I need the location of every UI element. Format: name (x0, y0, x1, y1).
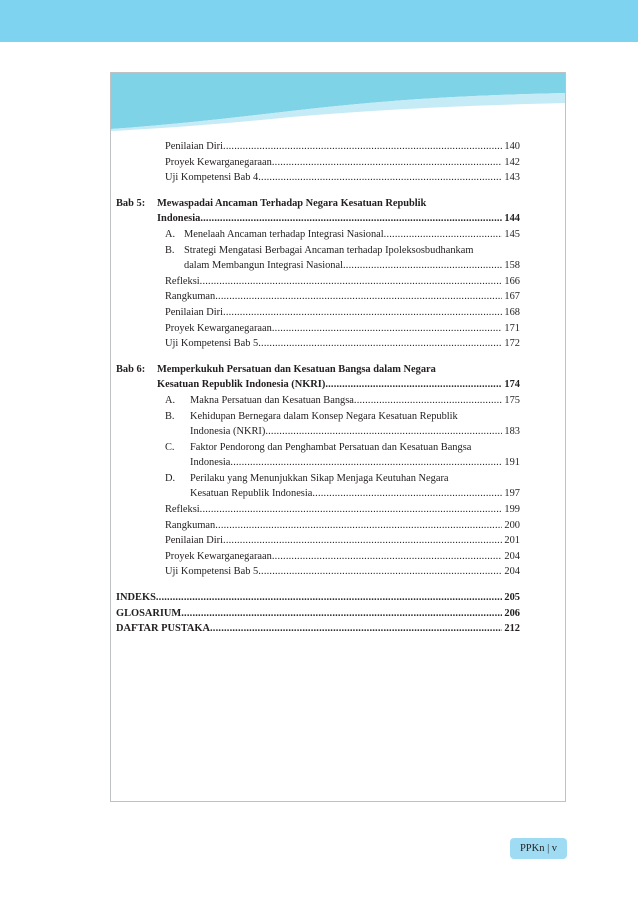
toc-entry-label: Faktor Pendorong dan Penghambat Persatuan dan Kesatuan Bangsa (190, 441, 472, 453)
toc-entry-label: Kehidupan Bernegara dalam Konsep Negara Kesatuan Republik (190, 410, 458, 422)
toc-entry-label: dalam Membangun Integrasi Nasional (184, 260, 343, 272)
toc-entry-label: Uji Kompetensi Bab 5 (165, 566, 259, 578)
chapter-title: Memperkukuh Persatuan dan Kesatuan Bangsa dalam Negara (157, 363, 436, 375)
toc-leader-dots (200, 502, 503, 518)
chapter-title-continued (116, 211, 520, 227)
toc-entry (116, 336, 520, 352)
toc-section (116, 393, 520, 409)
spacer (116, 186, 520, 196)
toc-entry-label: Indonesia (190, 457, 231, 469)
toc-page-number: 166 (504, 275, 520, 287)
table-of-contents (116, 139, 520, 637)
toc-entry-label: Makna Persatuan dan Kesatuan Bangsa (190, 394, 354, 406)
toc-entry-label: Uji Kompetensi Bab 4 (165, 172, 259, 184)
toc-entry-label: Indonesia (NKRI) (190, 426, 266, 438)
toc-page-number: 204 (504, 550, 520, 562)
toc-entry-label: INDEKS (116, 592, 156, 604)
toc-section-number: B. (165, 410, 175, 422)
toc-entry (116, 502, 520, 518)
toc-entry-label: Penilaian Diri (165, 141, 224, 152)
toc-section-continued (116, 258, 520, 274)
toc-leader-dots (210, 621, 502, 637)
toc-page-number: 167 (504, 291, 520, 303)
toc-leader-dots (223, 305, 502, 321)
toc-page-number: 206 (504, 607, 520, 619)
toc-leader-dots (200, 211, 502, 227)
chapter-title-continued (116, 377, 520, 393)
toc-entry-label: Kesatuan Republik Indonesia (190, 488, 313, 500)
toc-entry (116, 274, 520, 290)
toc-leader-dots (258, 564, 502, 580)
toc-entry (116, 533, 520, 549)
toc-section-continued (116, 424, 520, 440)
toc-leader-dots (343, 258, 502, 274)
toc-page-number: 143 (504, 172, 520, 184)
toc-section (116, 243, 520, 259)
toc-entry-label: Indonesia (157, 213, 201, 225)
toc-leader-dots (230, 455, 502, 471)
toc-entry-label: DAFTAR PUSTAKA (116, 623, 210, 635)
toc-leader-dots (354, 393, 503, 409)
toc-leader-dots (312, 486, 502, 502)
chapter-title: Mewaspadai Ancaman Terhadap Negara Kesatuan Republik (157, 197, 427, 209)
toc-page-number: 212 (504, 623, 520, 635)
toc-entry (116, 170, 520, 186)
toc-leader-dots (223, 533, 502, 549)
toc-entry-label: Menelaah Ancaman terhadap Integrasi Nasional (184, 228, 384, 240)
frame-header-decoration (111, 73, 565, 133)
chapter-number: Bab 5: (116, 197, 146, 209)
toc-leader-dots (258, 170, 502, 186)
toc-page-number: 175 (504, 394, 520, 406)
toc-entry-label: GLOSARIUM (116, 607, 182, 619)
toc-leader-dots (200, 274, 503, 290)
toc-back-matter-entry (116, 621, 520, 637)
toc-entry-label: Rangkuman (165, 291, 216, 303)
toc-leader-dots (215, 289, 502, 305)
toc-entry (116, 155, 520, 171)
toc-entry-label: Penilaian Diri (165, 306, 224, 318)
toc-page-number: 200 (504, 519, 520, 531)
toc-page-number: 145 (504, 228, 520, 240)
toc-leader-dots (272, 321, 503, 337)
toc-back-matter-entry (116, 590, 520, 606)
toc-leader-dots (384, 227, 503, 243)
toc-page-number: 142 (504, 156, 520, 168)
toc-section-number: A. (165, 228, 176, 240)
toc-section-continued (116, 455, 520, 471)
toc-page-number: 158 (504, 260, 520, 272)
toc-leader-dots (215, 518, 502, 534)
toc-page-number: 183 (504, 426, 520, 438)
toc-section (116, 227, 520, 243)
toc-entry-label: Perilaku yang Menunjukkan Sikap Menjaga Keutuhan Negara (190, 472, 449, 484)
toc-page-number: 197 (504, 488, 520, 500)
toc-page-number: 205 (504, 592, 520, 604)
toc-page-number: 168 (504, 306, 520, 318)
toc-entry-label: Strategi Mengatasi Berbagai Ancaman terhadap Ipoleksosbudhankam (184, 244, 474, 256)
page-footer-badge: PPKn | v (510, 838, 567, 859)
toc-section-number: B. (165, 244, 175, 256)
toc-leader-dots (272, 549, 503, 565)
toc-section (116, 440, 520, 456)
toc-entry (116, 321, 520, 337)
toc-entry (116, 564, 520, 580)
toc-page-number: 171 (504, 322, 520, 334)
toc-entry-label: Refleksi (165, 275, 200, 287)
toc-entry-label: Proyek Kewarganegaraan (165, 550, 272, 562)
toc-entry (116, 518, 520, 534)
toc-page-number: 140 (504, 141, 520, 152)
toc-entry (116, 549, 520, 565)
spacer (116, 352, 520, 362)
toc-page-number: 204 (504, 566, 520, 578)
toc-page-number: 172 (504, 338, 520, 350)
toc-leader-dots (223, 139, 502, 155)
toc-entry-label: Proyek Kewarganegaraan (165, 322, 272, 334)
toc-back-matter-entry (116, 606, 520, 622)
toc-entry (116, 305, 520, 321)
toc-leader-dots (272, 155, 503, 171)
toc-entry-label: Penilaian Diri (165, 535, 224, 547)
toc-leader-dots (265, 424, 502, 440)
toc-section-number: C. (165, 441, 175, 453)
toc-entry (116, 289, 520, 305)
top-color-band (0, 0, 638, 42)
toc-entry (116, 139, 520, 155)
toc-leader-dots (181, 606, 502, 622)
toc-page-number: 191 (504, 457, 520, 469)
toc-leader-dots (258, 336, 502, 352)
chapter-heading-bab5 (116, 196, 520, 212)
toc-entry-label: Refleksi (165, 504, 200, 516)
toc-entry-label: Proyek Kewarganegaraan (165, 156, 272, 168)
toc-entry-label: Rangkuman (165, 519, 216, 531)
toc-section-number: D. (165, 472, 176, 484)
toc-page-number: 199 (504, 504, 520, 516)
toc-section-continued (116, 486, 520, 502)
toc-entry-label: Uji Kompetensi Bab 5 (165, 338, 259, 350)
toc-page-number: 201 (504, 535, 520, 547)
toc-leader-dots (325, 377, 502, 393)
toc-page-number: 174 (504, 379, 520, 391)
toc-page-number: 144 (504, 213, 520, 225)
toc-section (116, 409, 520, 425)
spacer (116, 580, 520, 590)
toc-entry-label: Kesatuan Republik Indonesia (NKRI) (157, 379, 326, 391)
toc-section (116, 471, 520, 487)
chapter-number: Bab 6: (116, 363, 146, 375)
toc-section-number: A. (165, 394, 176, 406)
toc-leader-dots (156, 590, 503, 606)
chapter-heading-bab6 (116, 362, 520, 378)
